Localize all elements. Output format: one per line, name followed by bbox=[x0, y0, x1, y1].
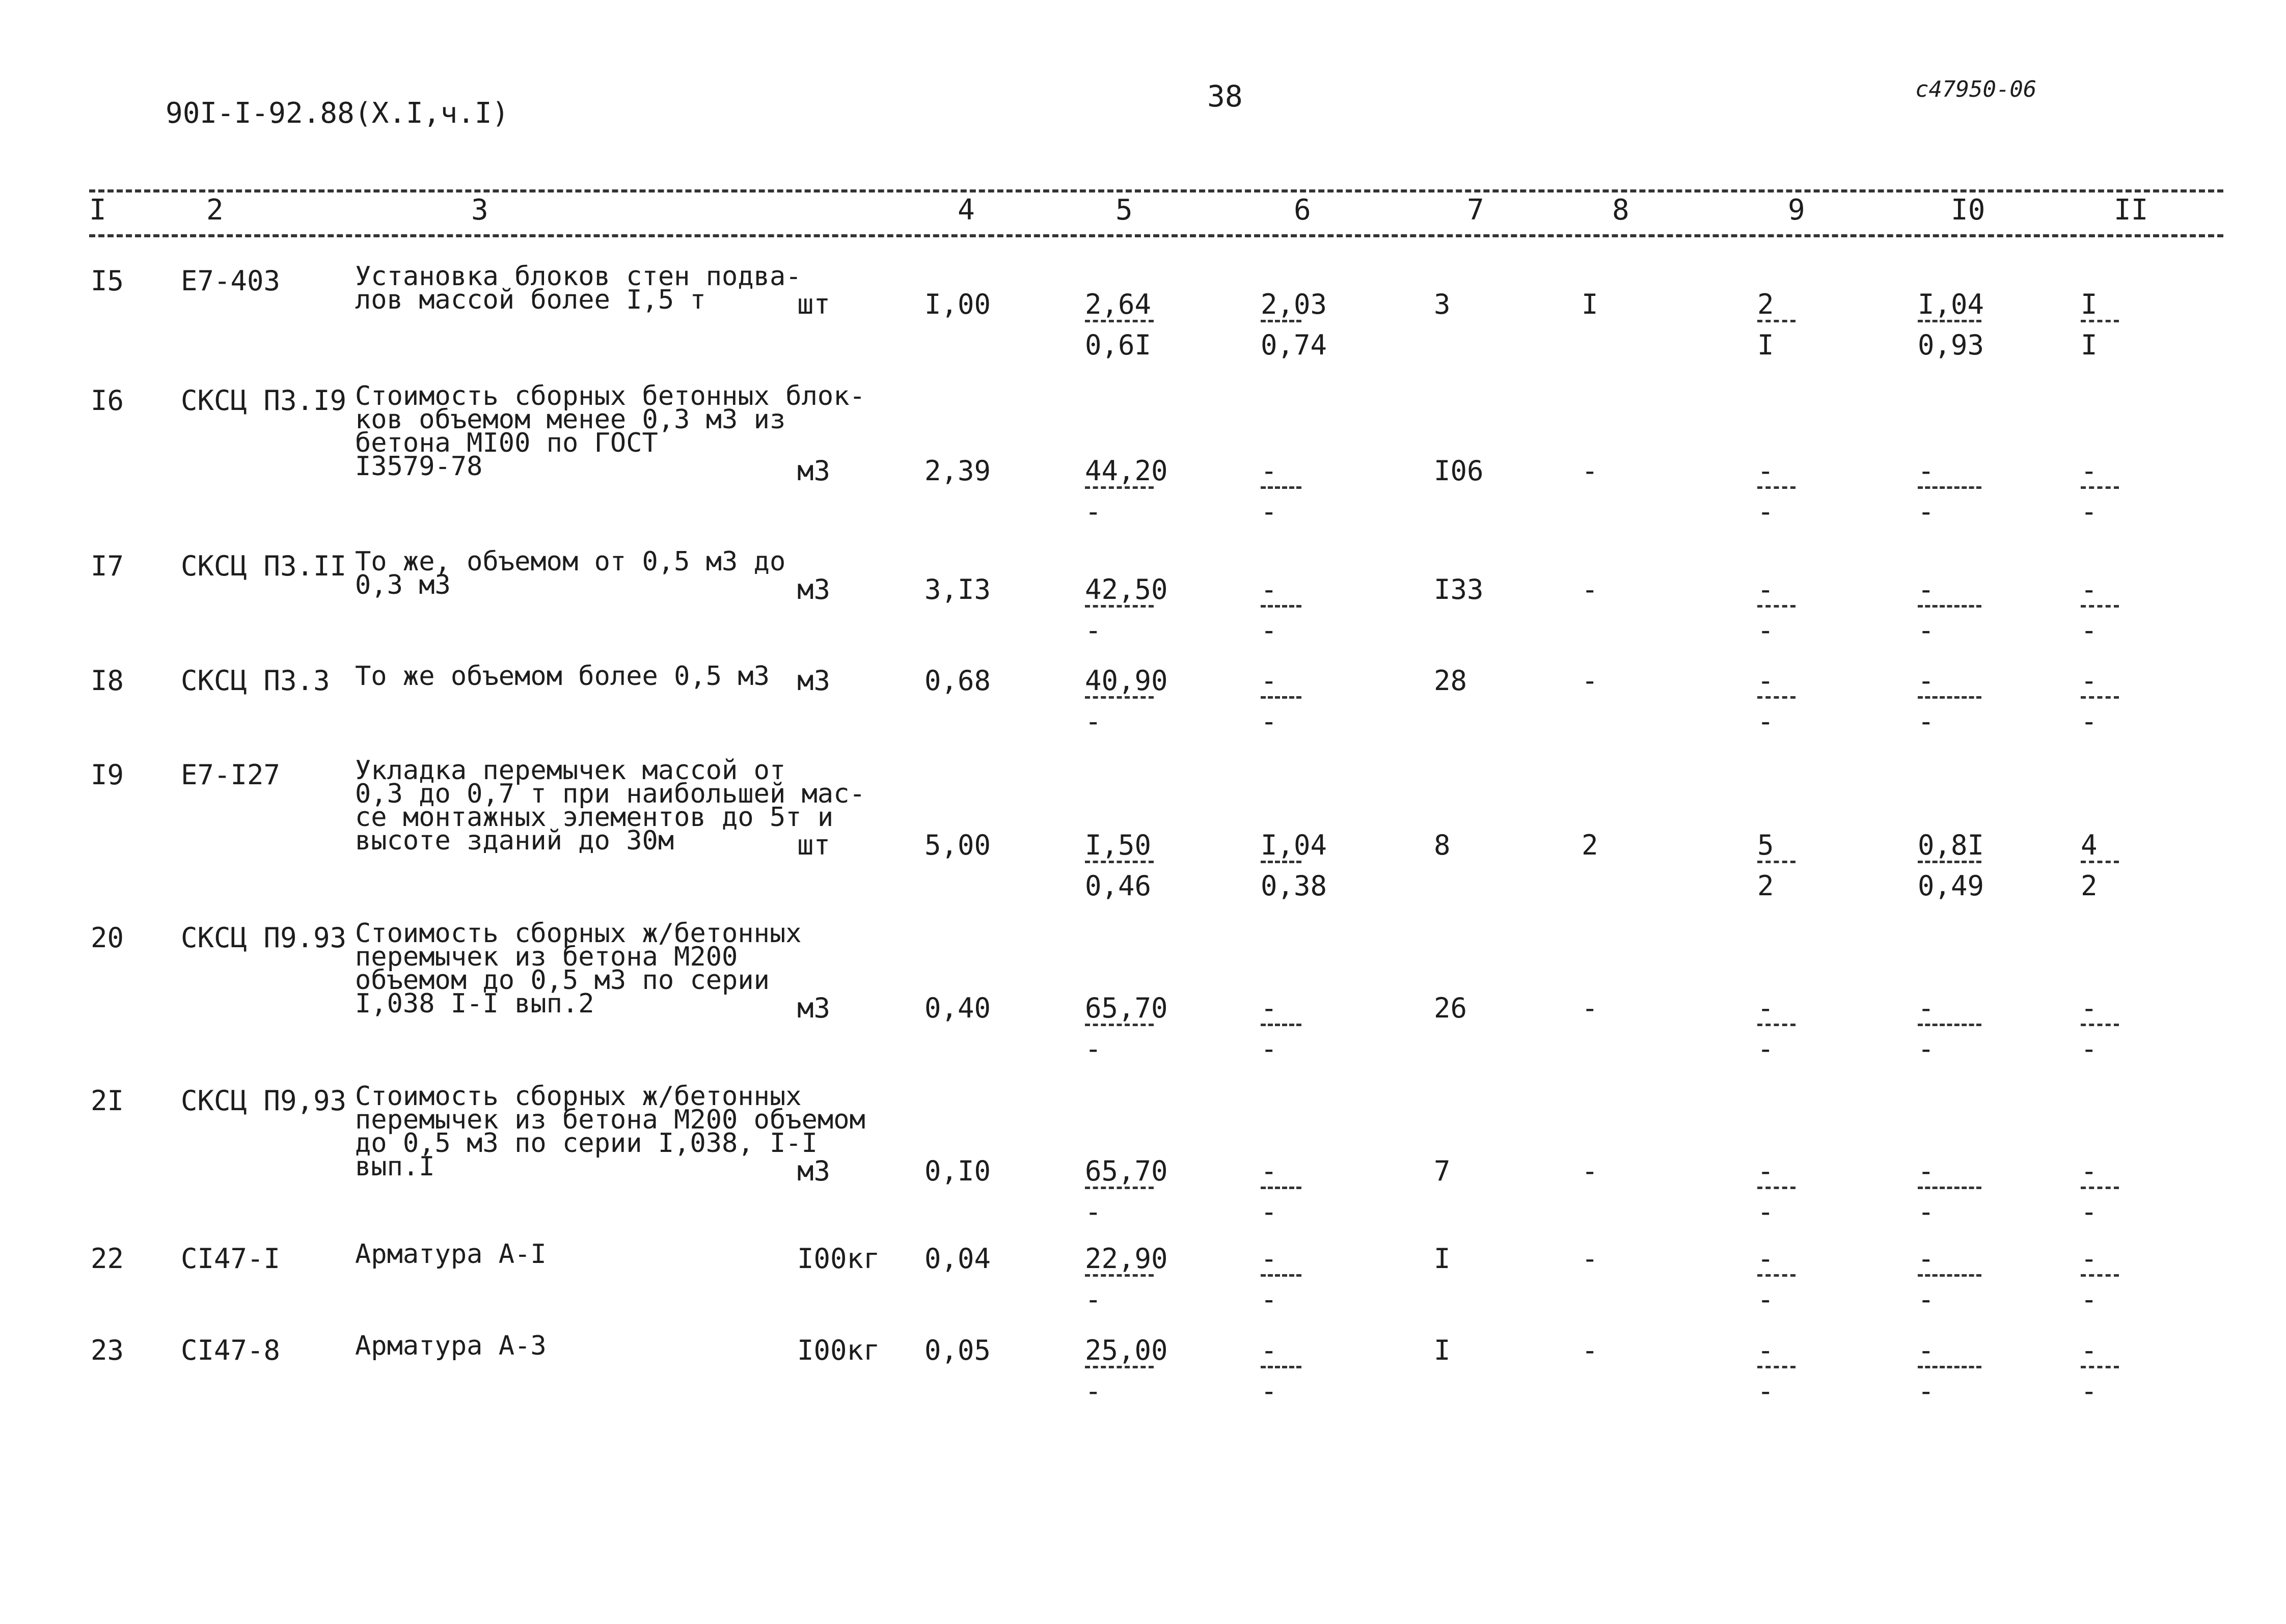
work-description-line: 0,3 м3 bbox=[355, 570, 451, 600]
wage-total: - bbox=[1582, 1243, 1598, 1275]
cost-fraction-denominator: - bbox=[1085, 614, 1102, 646]
wage-total: - bbox=[1582, 1155, 1598, 1187]
work-description-line: лов массой более I,5 т bbox=[355, 285, 706, 315]
wage-fraction-numerator: - bbox=[1261, 1155, 1277, 1187]
machine-fraction-denominator: - bbox=[1757, 614, 1774, 646]
work-description-line: 0,3 до 0,7 т при наибольшей мас- bbox=[355, 779, 865, 809]
machine-fraction-numerator: - bbox=[1757, 665, 1774, 697]
cost-fraction-denominator: - bbox=[1085, 705, 1102, 737]
quantity: 0,40 bbox=[924, 992, 991, 1024]
cost-fraction-numerator: 40,90 bbox=[1085, 665, 1168, 697]
machine-fraction-numerator: 5 bbox=[1757, 829, 1774, 861]
work-description-line: высоте зданий до 30м bbox=[355, 825, 674, 856]
count-fraction-numerator: I bbox=[2081, 288, 2098, 320]
quantity: 0,05 bbox=[924, 1334, 991, 1366]
machine-fraction-bar bbox=[1757, 605, 1795, 608]
count-fraction-bar bbox=[2081, 1187, 2119, 1189]
row-number: I7 bbox=[91, 550, 124, 582]
cost-fraction-bar bbox=[1085, 1274, 1154, 1277]
cost-fraction-bar bbox=[1085, 320, 1154, 322]
machine-fraction-numerator: - bbox=[1757, 1334, 1774, 1366]
wage-fraction-bar bbox=[1261, 696, 1301, 699]
count-fraction-bar bbox=[2081, 486, 2119, 489]
work-description-line: I3579-78 bbox=[355, 451, 483, 482]
work-description-line: Установка блоков стен подва- bbox=[355, 261, 802, 292]
count-fraction-bar bbox=[2081, 1024, 2119, 1026]
unit: I00кг bbox=[797, 1243, 880, 1275]
quantity: 2,39 bbox=[924, 455, 991, 487]
labor-fraction-numerator: - bbox=[1918, 1243, 1935, 1275]
work-description-line: до 0,5 м3 по серии I,038, I-I bbox=[355, 1128, 818, 1159]
cost-fraction-denominator: - bbox=[1085, 1283, 1102, 1315]
work-description-line: перемычек из бетона М200 bbox=[355, 942, 738, 972]
document-code: 90I-I-92.88(X.I,ч.I) bbox=[166, 97, 509, 130]
wage-fraction-numerator: - bbox=[1261, 992, 1277, 1024]
cost-fraction-denominator: - bbox=[1085, 1375, 1102, 1407]
norm-code: СКСЦ ПЗ.I9 bbox=[181, 384, 347, 417]
labor-fraction-bar bbox=[1918, 486, 1981, 489]
column-header: 7 bbox=[1467, 194, 1484, 227]
count-fraction-bar bbox=[2081, 861, 2119, 863]
corner-code: с47950-06 bbox=[1915, 76, 2037, 102]
wage-total: - bbox=[1582, 665, 1598, 697]
norm-code: СКСЦ П9.93 bbox=[181, 922, 347, 954]
cost-fraction-bar bbox=[1085, 861, 1154, 863]
count-fraction-denominator: - bbox=[2081, 1196, 2098, 1228]
work-description-line: объемом до 0,5 м3 по серии bbox=[355, 965, 770, 996]
cost-fraction-numerator: 65,70 bbox=[1085, 1155, 1168, 1187]
machine-fraction-denominator: - bbox=[1757, 1196, 1774, 1228]
unit: шт bbox=[797, 829, 831, 861]
count-fraction-bar bbox=[2081, 1366, 2119, 1368]
cost-fraction-numerator: 25,00 bbox=[1085, 1334, 1168, 1366]
total-cost: I bbox=[1434, 1334, 1451, 1366]
machine-fraction-numerator: - bbox=[1757, 455, 1774, 487]
labor-fraction-numerator: - bbox=[1918, 573, 1935, 605]
wage-fraction-denominator: - bbox=[1261, 1283, 1277, 1315]
labor-fraction-denominator: - bbox=[1918, 705, 1935, 737]
unit: м3 bbox=[797, 455, 831, 487]
machine-fraction-numerator: 2 bbox=[1757, 288, 1774, 320]
count-fraction-bar bbox=[2081, 320, 2119, 322]
work-description-line: перемычек из бетона М200 объемом bbox=[355, 1105, 865, 1135]
total-cost: I bbox=[1434, 1243, 1451, 1275]
cost-fraction-numerator: 42,50 bbox=[1085, 573, 1168, 605]
cost-fraction-numerator: 65,70 bbox=[1085, 992, 1168, 1024]
machine-fraction-bar bbox=[1757, 320, 1795, 322]
cost-fraction-bar bbox=[1085, 1024, 1154, 1026]
wage-fraction-numerator: - bbox=[1261, 1334, 1277, 1366]
row-number: I6 bbox=[91, 384, 124, 417]
work-description-line: I,038 I-I вып.2 bbox=[355, 988, 594, 1019]
cost-fraction-bar bbox=[1085, 696, 1154, 699]
wage-total: - bbox=[1582, 1334, 1598, 1366]
unit: м3 bbox=[797, 665, 831, 697]
labor-fraction-denominator: - bbox=[1918, 1375, 1935, 1407]
machine-fraction-bar bbox=[1757, 861, 1795, 863]
labor-fraction-denominator: - bbox=[1918, 1033, 1935, 1065]
cost-fraction-bar bbox=[1085, 1187, 1154, 1189]
count-fraction-denominator: 2 bbox=[2081, 870, 2098, 902]
count-fraction-denominator: - bbox=[2081, 1375, 2098, 1407]
count-fraction-denominator: - bbox=[2081, 496, 2098, 528]
wage-fraction-denominator: - bbox=[1261, 705, 1277, 737]
column-header: 9 bbox=[1788, 194, 1805, 227]
wage-fraction-bar bbox=[1261, 861, 1301, 863]
work-description-line: Арматура А-3 bbox=[355, 1331, 547, 1361]
cost-fraction-denominator: - bbox=[1085, 496, 1102, 528]
column-header: 3 bbox=[471, 194, 488, 227]
wage-fraction-denominator: - bbox=[1261, 496, 1277, 528]
work-description-line: ков объемом менее 0,3 м3 из bbox=[355, 404, 786, 435]
count-fraction-bar bbox=[2081, 1274, 2119, 1277]
wage-fraction-bar bbox=[1261, 1274, 1301, 1277]
count-fraction-numerator: - bbox=[2081, 1243, 2098, 1275]
work-description-line: Арматура А-I bbox=[355, 1239, 547, 1270]
count-fraction-denominator: - bbox=[2081, 1033, 2098, 1065]
wage-fraction-bar bbox=[1261, 1366, 1301, 1368]
machine-fraction-denominator: - bbox=[1757, 496, 1774, 528]
count-fraction-denominator: - bbox=[2081, 614, 2098, 646]
machine-fraction-numerator: - bbox=[1757, 1243, 1774, 1275]
machine-fraction-bar bbox=[1757, 1274, 1795, 1277]
labor-fraction-numerator: I,04 bbox=[1918, 288, 1984, 320]
wage-fraction-numerator: - bbox=[1261, 455, 1277, 487]
count-fraction-numerator: - bbox=[2081, 1334, 2098, 1366]
wage-fraction-bar bbox=[1261, 320, 1301, 322]
quantity: 5,00 bbox=[924, 829, 991, 861]
column-header: II bbox=[2114, 194, 2148, 227]
count-fraction-numerator: - bbox=[2081, 1155, 2098, 1187]
quantity: 0,04 bbox=[924, 1243, 991, 1275]
norm-code: CI47-I bbox=[181, 1243, 281, 1275]
machine-fraction-numerator: - bbox=[1757, 1155, 1774, 1187]
labor-fraction-denominator: - bbox=[1918, 1196, 1935, 1228]
quantity: 0,68 bbox=[924, 665, 991, 697]
work-description-line: Стоимость сборных ж/бетонных bbox=[355, 918, 802, 949]
count-fraction-bar bbox=[2081, 605, 2119, 608]
labor-fraction-numerator: - bbox=[1918, 992, 1935, 1024]
wage-total: 2 bbox=[1582, 829, 1598, 861]
count-fraction-numerator: - bbox=[2081, 573, 2098, 605]
cost-fraction-bar bbox=[1085, 605, 1154, 608]
machine-fraction-denominator: I bbox=[1757, 329, 1774, 361]
wage-fraction-denominator: - bbox=[1261, 1033, 1277, 1065]
wage-total: - bbox=[1582, 573, 1598, 605]
wage-fraction-numerator: 2,03 bbox=[1261, 288, 1327, 320]
total-cost: 28 bbox=[1434, 665, 1467, 697]
page-number: 38 bbox=[1207, 79, 1243, 114]
labor-fraction-denominator: 0,93 bbox=[1918, 329, 1984, 361]
count-fraction-bar bbox=[2081, 696, 2119, 699]
labor-fraction-numerator: 0,8I bbox=[1918, 829, 1984, 861]
column-header: I bbox=[89, 194, 106, 227]
column-header: 5 bbox=[1115, 194, 1133, 227]
work-description-line: вып.I bbox=[355, 1151, 435, 1182]
row-number: 22 bbox=[91, 1243, 124, 1275]
work-description-line: То же объемом более 0,5 м3 bbox=[355, 661, 770, 692]
labor-fraction-bar bbox=[1918, 320, 1981, 322]
cost-fraction-denominator: - bbox=[1085, 1196, 1102, 1228]
quantity: 0,I0 bbox=[924, 1155, 991, 1187]
labor-fraction-numerator: - bbox=[1918, 455, 1935, 487]
labor-fraction-denominator: - bbox=[1918, 1283, 1935, 1315]
wage-fraction-bar bbox=[1261, 605, 1301, 608]
labor-fraction-bar bbox=[1918, 1187, 1981, 1189]
labor-fraction-bar bbox=[1918, 696, 1981, 699]
wage-total: - bbox=[1582, 992, 1598, 1024]
work-description-line: Стоимость сборных ж/бетонных bbox=[355, 1081, 802, 1112]
work-description-line: Стоимость сборных бетонных блок- bbox=[355, 381, 865, 411]
norm-code: E7-403 bbox=[181, 265, 281, 297]
total-cost: 8 bbox=[1434, 829, 1451, 861]
unit: шт bbox=[797, 288, 831, 320]
header-top-rule bbox=[89, 189, 2223, 192]
count-fraction-denominator: I bbox=[2081, 329, 2098, 361]
work-description-line: Укладка перемычек массой от bbox=[355, 755, 786, 786]
norm-code: СКСЦ ПЗ.II bbox=[181, 550, 347, 582]
wage-fraction-bar bbox=[1261, 1024, 1301, 1026]
labor-fraction-denominator: 0,49 bbox=[1918, 870, 1984, 902]
column-header: 6 bbox=[1294, 194, 1311, 227]
norm-code: E7-I27 bbox=[181, 759, 281, 791]
labor-fraction-denominator: - bbox=[1918, 496, 1935, 528]
wage-fraction-numerator: - bbox=[1261, 573, 1277, 605]
unit: м3 bbox=[797, 992, 831, 1024]
wage-fraction-denominator: - bbox=[1261, 614, 1277, 646]
row-number: 23 bbox=[91, 1334, 124, 1366]
total-cost: I33 bbox=[1434, 573, 1484, 605]
row-number: I9 bbox=[91, 759, 124, 791]
total-cost: I06 bbox=[1434, 455, 1484, 487]
labor-fraction-numerator: - bbox=[1918, 1334, 1935, 1366]
machine-fraction-bar bbox=[1757, 1024, 1795, 1026]
wage-fraction-bar bbox=[1261, 1187, 1301, 1189]
unit: I00кг bbox=[797, 1334, 880, 1366]
count-fraction-denominator: - bbox=[2081, 705, 2098, 737]
labor-fraction-numerator: - bbox=[1918, 1155, 1935, 1187]
column-header: 2 bbox=[206, 194, 224, 227]
count-fraction-numerator: - bbox=[2081, 455, 2098, 487]
column-header: 8 bbox=[1612, 194, 1629, 227]
labor-fraction-bar bbox=[1918, 1024, 1981, 1026]
machine-fraction-bar bbox=[1757, 486, 1795, 489]
cost-fraction-denominator: 0,6I bbox=[1085, 329, 1152, 361]
wage-fraction-numerator: - bbox=[1261, 1243, 1277, 1275]
header-bottom-rule bbox=[89, 234, 2223, 237]
count-fraction-numerator: - bbox=[2081, 992, 2098, 1024]
machine-fraction-numerator: - bbox=[1757, 573, 1774, 605]
wage-total: - bbox=[1582, 455, 1598, 487]
column-header: I0 bbox=[1951, 194, 1985, 227]
machine-fraction-bar bbox=[1757, 1366, 1795, 1368]
norm-code: СКСЦ П9,93 bbox=[181, 1085, 347, 1117]
work-description-line: бетона МI00 по ГОСТ bbox=[355, 428, 658, 458]
labor-fraction-numerator: - bbox=[1918, 665, 1935, 697]
machine-fraction-numerator: - bbox=[1757, 992, 1774, 1024]
row-number: I5 bbox=[91, 265, 124, 297]
labor-fraction-bar bbox=[1918, 1366, 1981, 1368]
work-description-line: То же, объемом от 0,5 м3 до bbox=[355, 546, 786, 577]
count-fraction-denominator: - bbox=[2081, 1283, 2098, 1315]
wage-total: I bbox=[1582, 288, 1598, 320]
cost-fraction-bar bbox=[1085, 1366, 1154, 1368]
total-cost: 3 bbox=[1434, 288, 1451, 320]
work-description-line: се монтажных элементов до 5т и bbox=[355, 802, 834, 833]
machine-fraction-bar bbox=[1757, 696, 1795, 699]
cost-fraction-numerator: 2,64 bbox=[1085, 288, 1152, 320]
machine-fraction-denominator: 2 bbox=[1757, 870, 1774, 902]
wage-fraction-denominator: 0,74 bbox=[1261, 329, 1327, 361]
quantity: 3,I3 bbox=[924, 573, 991, 605]
unit: м3 bbox=[797, 573, 831, 605]
count-fraction-numerator: 4 bbox=[2081, 829, 2098, 861]
norm-code: CI47-8 bbox=[181, 1334, 281, 1366]
row-number: I8 bbox=[91, 665, 124, 697]
norm-code: СКСЦ ПЗ.3 bbox=[181, 665, 330, 697]
wage-fraction-denominator: 0,38 bbox=[1261, 870, 1327, 902]
cost-fraction-numerator: 22,90 bbox=[1085, 1243, 1168, 1275]
row-number: 20 bbox=[91, 922, 124, 954]
total-cost: 7 bbox=[1434, 1155, 1451, 1187]
column-header: 4 bbox=[958, 194, 975, 227]
cost-fraction-bar bbox=[1085, 486, 1154, 489]
count-fraction-numerator: - bbox=[2081, 665, 2098, 697]
wage-fraction-bar bbox=[1261, 486, 1301, 489]
machine-fraction-bar bbox=[1757, 1187, 1795, 1189]
wage-fraction-numerator: - bbox=[1261, 665, 1277, 697]
row-number: 2I bbox=[91, 1085, 124, 1117]
machine-fraction-denominator: - bbox=[1757, 1283, 1774, 1315]
machine-fraction-denominator: - bbox=[1757, 1033, 1774, 1065]
wage-fraction-numerator: I,04 bbox=[1261, 829, 1327, 861]
unit: м3 bbox=[797, 1155, 831, 1187]
labor-fraction-bar bbox=[1918, 605, 1981, 608]
machine-fraction-denominator: - bbox=[1757, 705, 1774, 737]
wage-fraction-denominator: - bbox=[1261, 1196, 1277, 1228]
wage-fraction-denominator: - bbox=[1261, 1375, 1277, 1407]
labor-fraction-bar bbox=[1918, 861, 1981, 863]
cost-fraction-denominator: 0,46 bbox=[1085, 870, 1152, 902]
total-cost: 26 bbox=[1434, 992, 1467, 1024]
cost-fraction-numerator: 44,20 bbox=[1085, 455, 1168, 487]
labor-fraction-denominator: - bbox=[1918, 614, 1935, 646]
machine-fraction-denominator: - bbox=[1757, 1375, 1774, 1407]
cost-fraction-numerator: I,50 bbox=[1085, 829, 1152, 861]
labor-fraction-bar bbox=[1918, 1274, 1981, 1277]
quantity: I,00 bbox=[924, 288, 991, 320]
cost-fraction-denominator: - bbox=[1085, 1033, 1102, 1065]
